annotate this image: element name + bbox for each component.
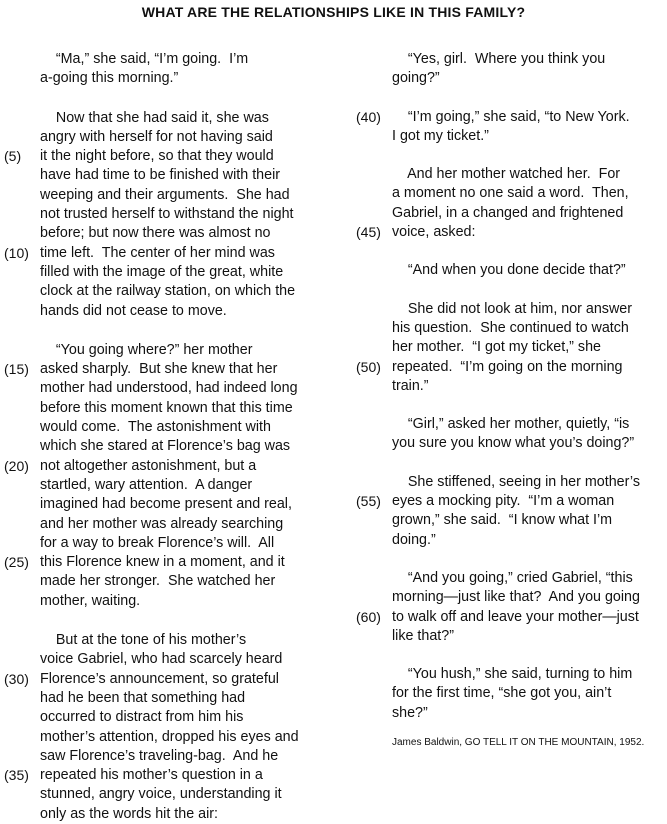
line-text: Now that she had said it, she was xyxy=(40,109,269,126)
text-line xyxy=(4,147,298,166)
line-text: “Ma,” she said, “I’m going. I’m xyxy=(40,51,249,67)
text-line xyxy=(392,338,667,357)
line-text: this Florence knew in a moment, and it xyxy=(40,554,285,571)
line-text: to walk off and leave your mother—just xyxy=(392,608,639,625)
line-text: voice, asked: xyxy=(392,224,476,241)
line-text: and her mother was already searching xyxy=(40,515,284,532)
line-text: not altogether astonishment, but a xyxy=(40,457,257,474)
text-line xyxy=(40,689,298,708)
line-text: clock at the railway station, on which the xyxy=(40,283,296,300)
line-text: mother, waiting. xyxy=(40,592,141,609)
text-line xyxy=(392,184,667,203)
paragraph xyxy=(4,109,298,321)
paragraph xyxy=(392,665,667,723)
text-line xyxy=(356,108,667,127)
line-text: for the first time, “she got you, ain’t xyxy=(392,685,612,702)
text-line xyxy=(40,437,298,456)
line-text: grown,” she said. “I know what I’m xyxy=(392,512,613,529)
text-line xyxy=(40,205,298,224)
text-line xyxy=(40,379,298,398)
line-text: voice Gabriel, who had scarcely heard xyxy=(40,651,283,668)
line-text: asked sharply. But she knew that her xyxy=(40,361,278,378)
line-text: which she stared at Florence’s bag was xyxy=(40,438,291,455)
text-line xyxy=(40,263,298,282)
line-number: (5) xyxy=(4,148,22,165)
line-text: made her stronger. She watched her xyxy=(40,573,276,590)
line-text: “You hush,” she said, turning to him xyxy=(392,666,633,683)
line-text: not trusted herself to withstand the night xyxy=(40,206,294,223)
text-line xyxy=(40,728,298,747)
line-text: “Girl,” asked her mother, quietly, “is xyxy=(392,416,630,433)
paragraph xyxy=(356,108,667,147)
text-line xyxy=(40,805,298,824)
line-number: (40) xyxy=(356,108,381,125)
text-line xyxy=(392,261,667,280)
text-line xyxy=(392,665,667,684)
line-text: repeated his mother’s question in a xyxy=(40,767,263,784)
line-text: I got my ticket.” xyxy=(392,127,489,144)
line-text: She stiffened, seeing in her mother’s xyxy=(392,473,640,490)
line-text: Florence’s announcement, so grateful xyxy=(40,670,279,687)
text-line xyxy=(392,300,667,319)
line-number: (45) xyxy=(356,224,381,241)
text-line xyxy=(40,282,298,301)
text-line xyxy=(40,476,298,495)
text-line xyxy=(392,319,667,338)
text-line xyxy=(40,341,298,360)
line-text: mother had understood, had indeed long xyxy=(40,380,298,397)
text-line xyxy=(40,785,298,804)
text-line xyxy=(40,631,298,650)
line-number: (60) xyxy=(356,608,381,625)
line-text: would come. The astonishment with xyxy=(40,419,271,436)
paragraph xyxy=(4,341,298,611)
text-line xyxy=(392,473,667,492)
line-text: eyes a mocking pity. “I’m a woman xyxy=(392,493,615,510)
text-line xyxy=(392,165,667,184)
line-number: (20) xyxy=(4,457,29,474)
paragraph xyxy=(356,300,667,396)
line-text: occurred to distract from him his xyxy=(40,709,244,726)
text-line xyxy=(392,627,667,646)
line-text: you sure you know what you’s doing?” xyxy=(392,435,635,452)
line-number: (55) xyxy=(356,493,381,510)
line-text: imagined had become present and real, xyxy=(40,496,292,513)
text-line xyxy=(392,127,667,146)
line-text: weeping and their arguments. She had xyxy=(40,186,290,203)
text-line xyxy=(40,747,298,766)
text-line xyxy=(40,708,298,727)
line-text: “Yes, girl. Where you think you xyxy=(392,51,606,67)
paragraph xyxy=(392,261,667,280)
line-number: (10) xyxy=(4,244,29,261)
text-line xyxy=(392,204,667,223)
text-line xyxy=(40,534,298,553)
line-text: before; but now there was almost no xyxy=(40,225,271,242)
citation: James Baldwin, GO TELL IT ON THE MOUNTAIN, 1952. xyxy=(392,737,645,749)
paragraph xyxy=(40,50,298,89)
text-line xyxy=(40,224,298,243)
line-text: And her mother watched her. For xyxy=(392,166,621,183)
text-line xyxy=(40,109,298,128)
line-text: Gabriel, in a changed and frightened xyxy=(392,204,624,221)
line-number: (35) xyxy=(4,767,29,784)
text-line xyxy=(392,588,667,607)
text-line xyxy=(356,223,667,242)
line-text: “I’m going,” she said, “to New York. xyxy=(392,108,630,125)
line-text: hands did not cease to move. xyxy=(40,302,227,319)
line-text: before this moment known that this time xyxy=(40,399,293,416)
line-text: train.” xyxy=(392,377,429,394)
line-text: stunned, angry voice, understanding it xyxy=(40,786,282,803)
line-text: only as the words hit the air: xyxy=(40,805,219,822)
text-line xyxy=(40,495,298,514)
text-line xyxy=(40,515,298,534)
text-line xyxy=(4,766,298,785)
line-text: a-going this morning.” xyxy=(40,70,179,87)
line-number: (50) xyxy=(356,358,381,375)
line-text: mother’s attention, dropped his eyes and xyxy=(40,728,299,745)
text-line xyxy=(356,492,667,511)
text-line xyxy=(392,569,667,588)
line-text: have had time to be finished with their xyxy=(40,167,281,184)
text-line xyxy=(4,360,298,379)
passage-right-column xyxy=(356,50,667,749)
line-text: she?” xyxy=(392,704,428,721)
line-text: like that?” xyxy=(392,627,454,644)
text-line xyxy=(392,684,667,703)
line-text: it the night before, so that they would xyxy=(40,148,274,165)
text-line xyxy=(40,302,298,321)
line-text: time left. The center of her mind was xyxy=(40,244,275,261)
line-text: his question. She continued to watch xyxy=(392,319,629,336)
line-text: startled, wary attention. A danger xyxy=(40,476,253,493)
line-text: angry with herself for not having said xyxy=(40,128,273,145)
line-text: “And you going,” cried Gabriel, “this xyxy=(392,569,633,586)
line-text: for a way to break Florence’s will. All xyxy=(40,534,275,551)
text-line xyxy=(4,457,298,476)
text-line xyxy=(392,511,667,530)
text-line xyxy=(40,69,298,88)
text-line xyxy=(392,50,667,69)
line-number: (30) xyxy=(4,670,29,687)
line-text: She did not look at him, nor answer xyxy=(392,300,632,317)
line-text: had he been that something had xyxy=(40,689,246,706)
line-text: her mother. “I got my ticket,” she xyxy=(392,339,601,356)
line-text: a moment no one said a word. Then, xyxy=(392,185,629,202)
text-line xyxy=(40,418,298,437)
page-title: WHAT ARE THE RELATIONSHIPS LIKE IN THIS FAMILY? xyxy=(141,4,526,20)
paragraph xyxy=(356,473,667,550)
text-line xyxy=(392,69,667,88)
paragraph xyxy=(356,165,667,242)
line-text: “You going where?” her mother xyxy=(40,341,253,358)
paragraph xyxy=(356,569,667,646)
text-line xyxy=(392,704,667,723)
text-line xyxy=(40,128,298,147)
line-text: repeated. “I’m going on the morning xyxy=(392,358,623,375)
paragraph xyxy=(392,50,667,89)
line-number: (15) xyxy=(4,361,29,378)
text-line xyxy=(4,670,298,689)
line-number: (25) xyxy=(4,554,29,571)
text-line xyxy=(356,608,667,627)
text-line xyxy=(40,650,298,669)
line-text: But at the tone of his mother’s xyxy=(40,632,247,649)
text-line xyxy=(356,358,667,377)
text-line xyxy=(392,377,667,396)
line-text: “And when you done decide that?” xyxy=(392,262,626,279)
text-line xyxy=(40,166,298,185)
text-line xyxy=(392,415,667,434)
line-text: morning—just like that? And you going xyxy=(392,589,640,606)
text-line xyxy=(4,553,298,572)
text-line xyxy=(40,399,298,418)
line-text: doing.” xyxy=(392,531,436,548)
line-text: saw Florence’s traveling-bag. And he xyxy=(40,747,279,764)
line-text: filled with the image of the great, white xyxy=(40,263,284,280)
text-line xyxy=(40,186,298,205)
passage-left-column xyxy=(4,50,299,824)
paragraph xyxy=(392,415,667,454)
text-line xyxy=(40,592,298,611)
text-line xyxy=(40,50,298,69)
text-line xyxy=(40,572,298,591)
text-line xyxy=(392,531,667,550)
line-text: going?” xyxy=(392,70,440,87)
text-line xyxy=(392,434,667,453)
text-line xyxy=(4,244,298,263)
